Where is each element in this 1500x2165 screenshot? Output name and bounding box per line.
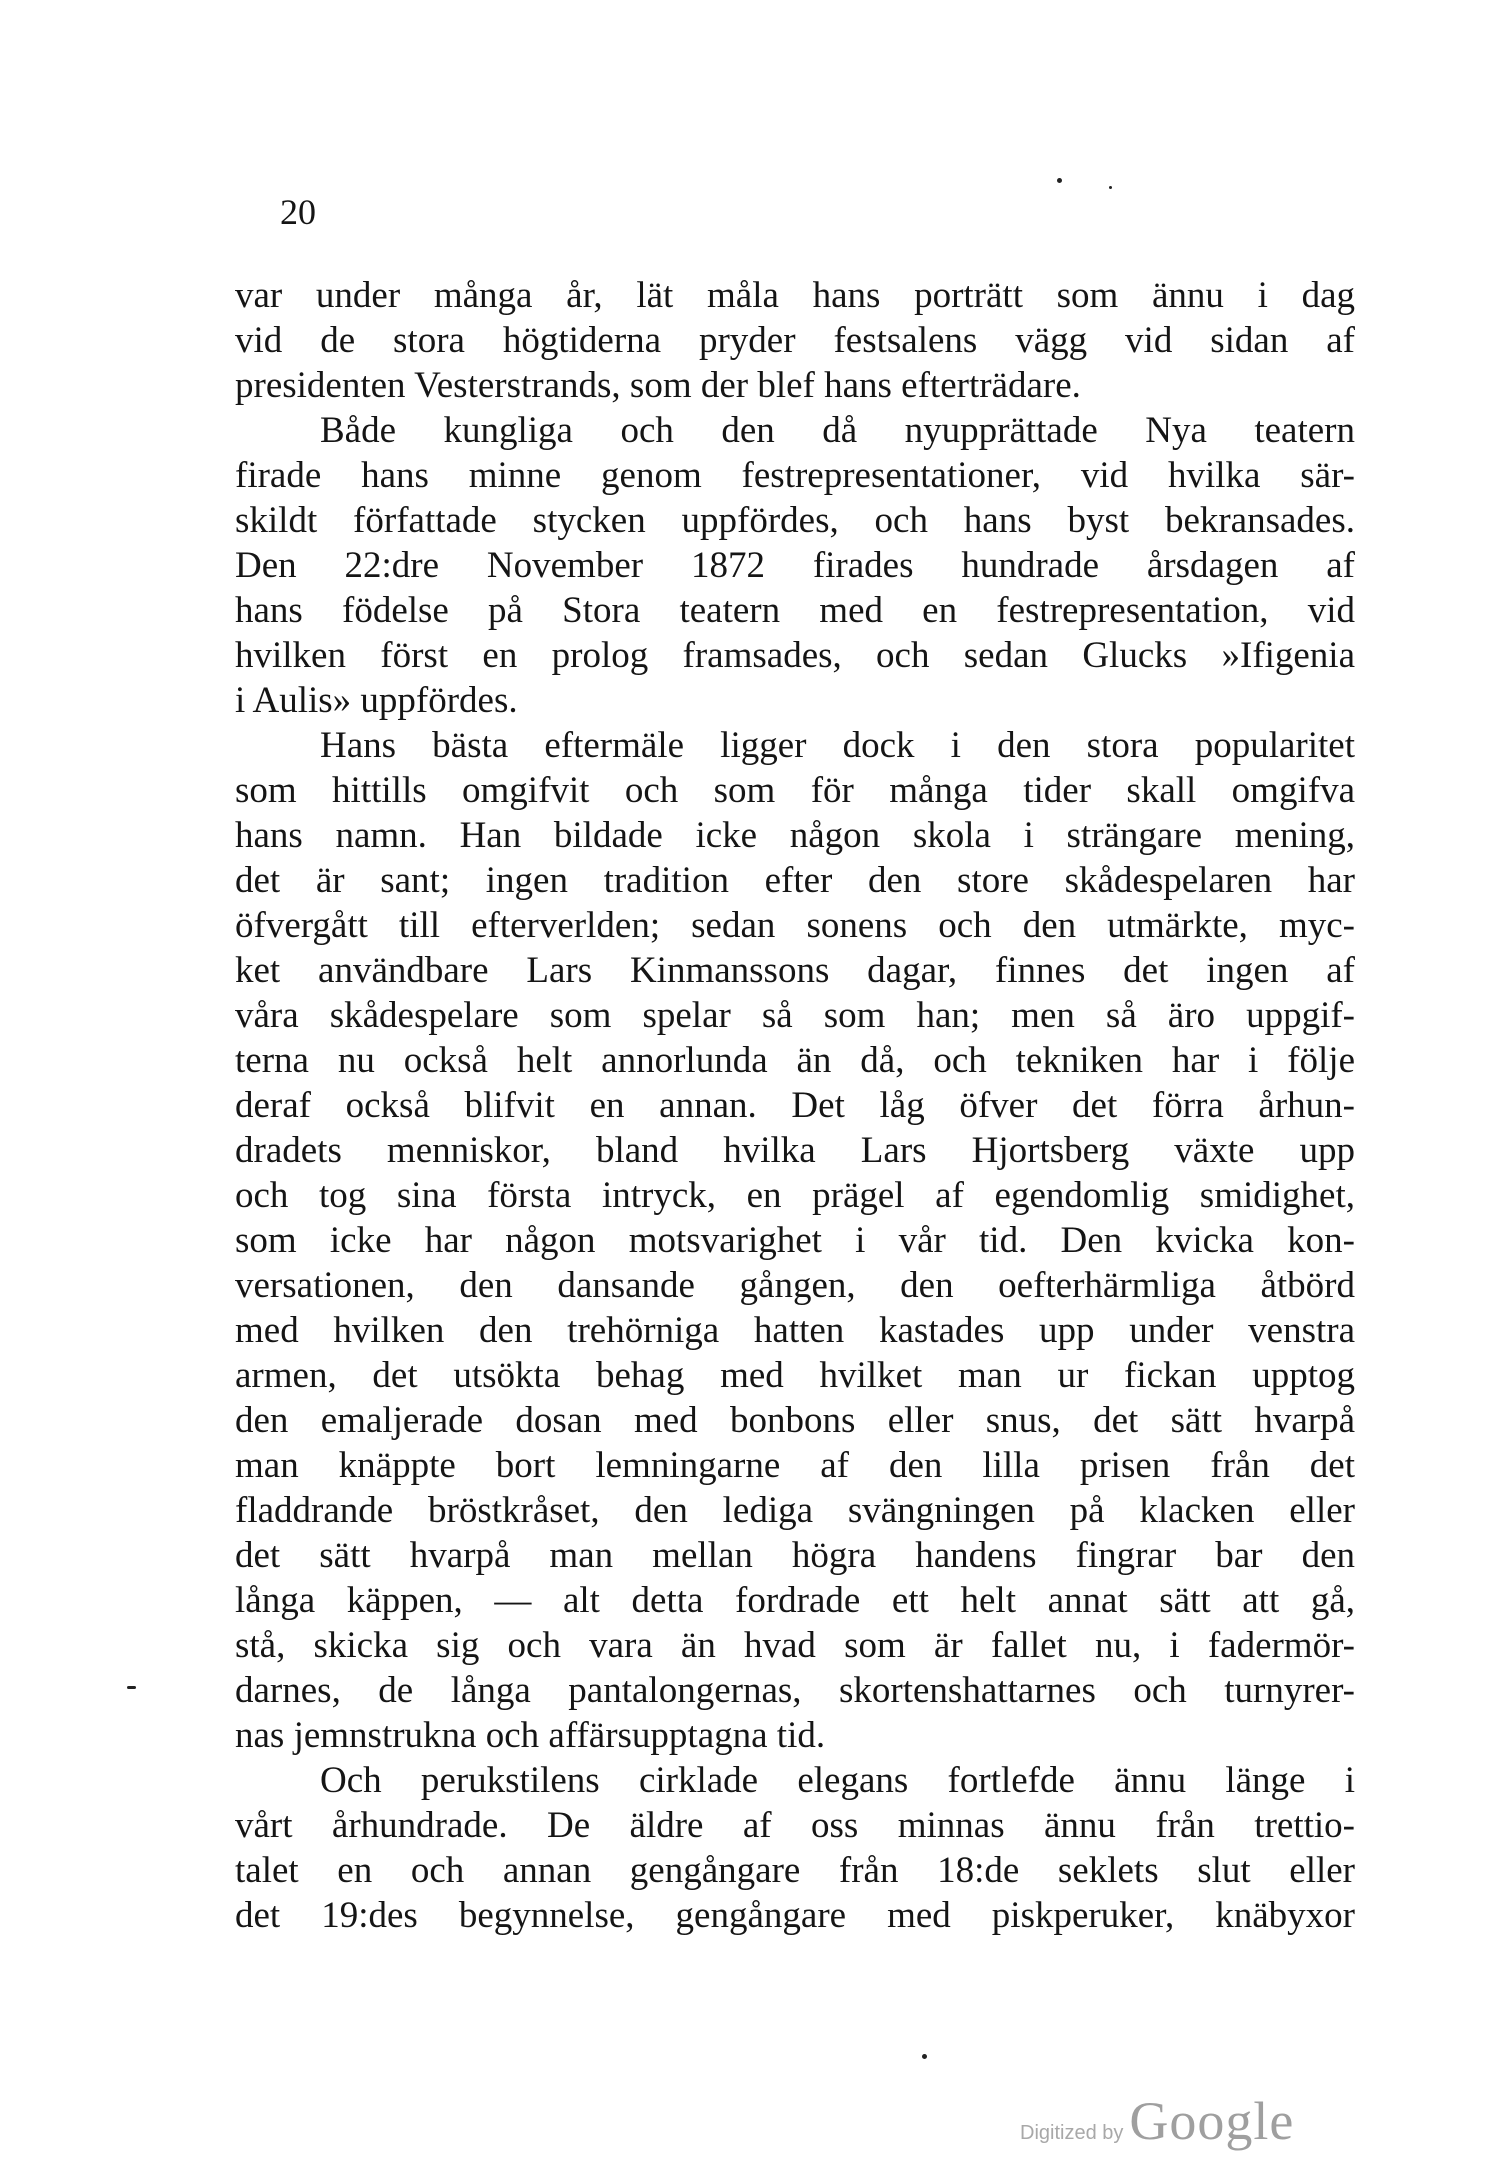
text-line: firade hans minne genom festrepresentationer, vid hvilka sär- [235,455,1355,496]
text-line: talet en och annan gengångare från 18:de seklets slut eller [235,1850,1355,1891]
text-line: deraf också blifvit en annan. Det låg öfver det förra århun- [235,1085,1355,1126]
text-line: dradets menniskor, bland hvilka Lars Hjortsberg växte upp [235,1130,1355,1171]
body-text [235,273,1355,1938]
text-line: som icke har någon motsvarighet i vår tid. Den kvicka kon- [235,1220,1355,1261]
page-number: 20 [280,192,316,232]
text-line: Både kungliga och den då nyupprättade Nya teatern [320,410,1355,451]
scan-speck [1109,186,1112,189]
text-line: armen, det utsökta behag med hvilket man ur fickan upptog [235,1355,1355,1396]
google-digitized-watermark [1020,2090,1294,2150]
text-line: nas jemnstrukna och affärsupptagna tid. [235,1715,826,1756]
scan-speck [1057,178,1062,183]
text-line: hans födelse på Stora teatern med en festrepresentation, vid [235,590,1355,631]
text-line: som hittills omgifvit och som för många tider skall omgifva [235,770,1355,811]
text-line: långa käppen, — alt detta fordrade ett helt annat sätt att gå, [235,1580,1355,1621]
text-line: den emaljerade dosan med bonbons eller snus, det sätt hvarpå [235,1400,1355,1441]
text-line: med hvilken den trehörniga hatten kastades upp under venstra [235,1310,1355,1351]
text-line: fladdrande bröstkråset, den lediga svängningen på klacken eller [235,1490,1355,1531]
scan-speck [127,1686,136,1689]
text-line: stå, skicka sig och vara än hvad som är fallet nu, i fadermör- [235,1625,1355,1666]
text-line: och tog sina första intryck, en prägel af egendomlig smidighet, [235,1175,1355,1216]
text-line: man knäppte bort lemningarne af den lilla prisen från det [235,1445,1355,1486]
text-line: i Aulis» uppfördes. [235,680,518,721]
text-line: hans namn. Han bildade icke någon skola i strängare mening, [235,815,1355,856]
scan-speck [922,2054,927,2059]
text-line: Hans bästa eftermäle ligger dock i den stora popularitet [320,725,1355,766]
text-line: hvilken först en prolog framsades, och sedan Glucks »Ifigenia [235,635,1355,676]
google-logo: Google [1129,2091,1295,2151]
text-line: skildt författade stycken uppfördes, och hans byst bekransades. [235,500,1355,541]
text-line: darnes, de långa pantalongernas, skortenshattarnes och turnyrer- [235,1670,1355,1711]
text-line: våra skådespelare som spelar så som han; men så äro uppgif- [235,995,1355,1036]
text-line: det 19:des begynnelse, gengångare med piskperuker, knäbyxor [235,1895,1355,1936]
text-line: det sätt hvarpå man mellan högra handens fingrar bar den [235,1535,1355,1576]
text-line: öfvergått till efterverlden; sedan sonens och den utmärkte, myc- [235,905,1355,946]
text-line: terna nu också helt annorlunda än då, och tekniken har i följe [235,1040,1355,1081]
text-line: versationen, den dansande gången, den oefterhärmliga åtbörd [235,1265,1355,1306]
text-line: ket användbare Lars Kinmanssons dagar, finnes det ingen af [235,950,1355,991]
text-line: Och perukstilens cirklade elegans fortlefde ännu länge i [320,1760,1355,1801]
text-line: var under många år, lät måla hans porträtt som ännu i dag [235,275,1355,316]
text-line: det är sant; ingen tradition efter den store skådespelaren har [235,860,1355,901]
text-line: vid de stora högtiderna pryder festsalens vägg vid sidan af [235,320,1355,361]
text-line: Den 22:dre November 1872 firades hundrade årsdagen af [235,545,1355,586]
text-line: vårt århundrade. De äldre af oss minnas ännu från trettio- [235,1805,1355,1846]
watermark-prefix: Digitized by [1020,2122,1124,2144]
text-line: presidenten Vesterstrands, som der blef hans efterträdare. [235,365,1081,406]
